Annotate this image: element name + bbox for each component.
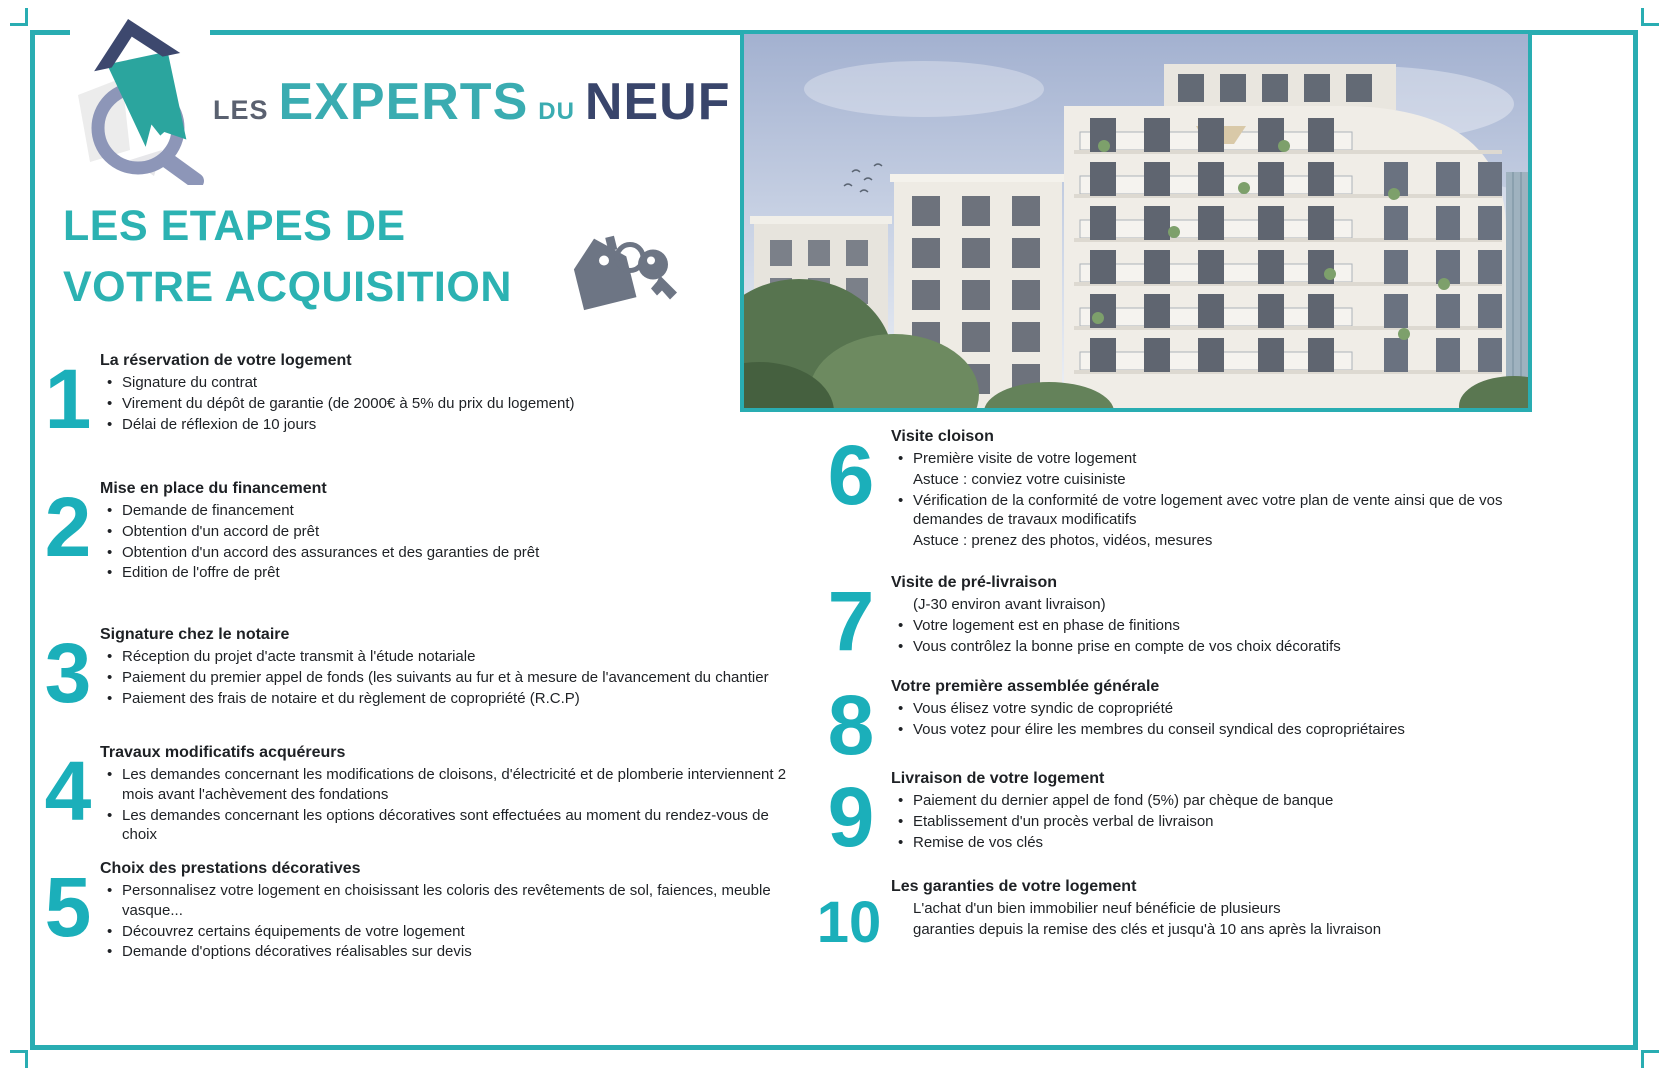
bullet-dot: • — [107, 522, 113, 540]
page-title-line1: LES ETAPES DE — [63, 202, 406, 250]
step-line-text: Vous élisez votre syndic de copropriété — [913, 700, 1174, 717]
step-number: 10 — [816, 890, 882, 955]
step-line-text: (J-30 environ avant livraison) — [913, 596, 1106, 613]
step-line — [891, 637, 1516, 657]
step-line-text: Vérification de la conformité de votre logement avec votre plan de vente ainsi que de vos demandes de travaux modificatifs — [913, 491, 1503, 529]
bullet-dot: • — [898, 637, 904, 655]
step-line-text: Obtention d'un accord des assurances et des garanties de prêt — [122, 543, 540, 561]
step-number: 1 — [44, 352, 92, 446]
step-line-text: Votre logement est en phase de finitions — [913, 616, 1180, 634]
step-title: Signature chez le notaire — [100, 626, 290, 643]
bullet-dot: • — [107, 806, 113, 824]
bullet-dot: • — [107, 882, 113, 899]
step-line-text: Etablissement d'un procès verbal de livraison — [913, 812, 1214, 830]
step-title: Mise en place du financement — [100, 480, 327, 497]
bullet-dot: • — [107, 564, 113, 582]
step-title: Choix des prestations décoratives — [100, 860, 361, 877]
step-line — [891, 595, 1516, 615]
step-line — [891, 491, 1516, 531]
bullet-dot: • — [898, 491, 904, 509]
step-title: Travaux modificatifs acquéreurs — [100, 744, 346, 761]
step-line-text: Paiement du premier appel de fonds (les suivants au fur et à mesure de l'avancement du chantier — [122, 668, 769, 686]
brand-middle: DU — [538, 98, 575, 125]
step-number: 3 — [44, 626, 92, 720]
step-line-text: Obtention d'un accord de prêt — [122, 522, 320, 540]
step-line-text: Réception du projet d'acte transmit à l'étude notariale — [122, 648, 476, 665]
bullet-dot: • — [898, 792, 904, 809]
bullet-spacer — [891, 920, 913, 940]
bullet-dot: • — [898, 720, 904, 738]
step-line — [891, 531, 1516, 551]
step-line — [891, 616, 1516, 636]
bullet-dot: • — [107, 668, 113, 686]
bullet-dot: • — [898, 833, 904, 851]
bullet-dot: • — [898, 812, 904, 830]
step-8 — [825, 678, 1516, 772]
step-7 — [825, 574, 1516, 668]
step-number: 9 — [827, 770, 875, 864]
step-line-text: Personnalisez votre logement en choisissant les coloris des revêtements de sol, faiences, meuble vasque... — [122, 882, 771, 919]
bullet-dot: • — [107, 502, 113, 519]
bullet-dot: • — [898, 700, 904, 717]
step-line-text: Virement du dépôt de garantie (de 2000€ à 5% du prix du logement) — [122, 394, 575, 412]
brand-word-experts: EXPERTS — [278, 73, 529, 131]
step-line — [891, 699, 1516, 719]
step-line — [891, 720, 1516, 740]
step-line-text: Signature du contrat — [122, 374, 258, 391]
bullet-dot: • — [107, 766, 113, 783]
step-title: Votre première assemblée générale — [891, 678, 1160, 695]
bullet-dot: • — [898, 616, 904, 634]
page-title-line2: VOTRE ACQUISITION — [63, 263, 512, 311]
bullet-spacer — [891, 899, 913, 919]
step-title: La réservation de votre logement — [100, 352, 352, 369]
step-9 — [825, 770, 1516, 864]
bullet-dot: • — [107, 415, 113, 433]
step-line-text: Demande d'options décoratives réalisables sur devis — [122, 943, 472, 961]
step-line-text: Astuce : conviez votre cuisiniste — [913, 470, 1126, 488]
bullet-dot: • — [107, 922, 113, 940]
step-number: 7 — [827, 574, 875, 668]
bullet-dot: • — [107, 943, 113, 961]
step-line-text: Première visite de votre logement — [913, 450, 1137, 467]
bullet-dot: • — [107, 394, 113, 412]
step-line-text: Edition de l'offre de prêt — [122, 564, 280, 582]
step-line-text: Remise de vos clés — [913, 833, 1044, 851]
step-10 — [816, 878, 1516, 955]
step-line-text: Vous contrôlez la bonne prise en compte de vos choix décoratifs — [913, 637, 1341, 655]
step-line-text: Paiement des frais de notaire et du règlement de copropriété (R.C.P) — [122, 689, 580, 707]
step-line — [891, 899, 1516, 919]
brand-word-neuf: NEUF — [584, 73, 731, 131]
step-line — [891, 920, 1516, 940]
step-number: 4 — [44, 744, 92, 838]
step-line-text: Les demandes concernant les modifications de cloisons, d'électricité et de plomberie interviennent 2 mois avant l'achèvement des fondations — [122, 766, 787, 803]
step-title: Livraison de votre logement — [891, 770, 1105, 787]
step-number: 6 — [827, 428, 875, 522]
step-line — [891, 833, 1516, 853]
step-line-text: garanties depuis la remise des clés et jusqu'à 10 ans après la livraison — [913, 920, 1382, 938]
step-title: Visite cloison — [891, 428, 994, 445]
step-line-text: Paiement du dernier appel de fond (5%) par chèque de banque — [913, 792, 1334, 809]
step-line — [891, 791, 1516, 811]
bullet-spacer — [891, 470, 913, 490]
step-line-text: Délai de réflexion de 10 jours — [122, 415, 317, 433]
brand-prefix: LES — [213, 95, 269, 125]
step-line-text: Astuce : prenez des photos, vidéos, mesures — [913, 532, 1213, 550]
step-line — [891, 449, 1516, 469]
step-line-text: Demande de financement — [122, 502, 294, 519]
step-6 — [825, 428, 1516, 552]
step-number: 8 — [827, 678, 875, 772]
step-line-text: Découvrez certains équipements de votre logement — [122, 922, 465, 940]
bullet-spacer — [891, 595, 913, 615]
bullet-dot: • — [107, 374, 113, 391]
step-line-text: Les demandes concernant les options décoratives sont effectuées au moment du rendez-vous de choix — [122, 806, 769, 844]
step-number: 5 — [44, 860, 92, 954]
step-line — [891, 812, 1516, 832]
step-line-text: L'achat d'un bien immobilier neuf bénéficie de plusieurs — [913, 900, 1281, 917]
step-title: Les garanties de votre logement — [891, 878, 1137, 895]
step-line-text: Vous votez pour élire les membres du conseil syndical des copropriétaires — [913, 720, 1405, 738]
bullet-dot: • — [107, 689, 113, 707]
step-number: 2 — [44, 480, 92, 574]
bullet-dot: • — [107, 543, 113, 561]
step-title: Visite de pré-livraison — [891, 574, 1057, 591]
bullet-dot: • — [107, 648, 113, 665]
bullet-spacer — [891, 531, 913, 551]
step-line — [891, 470, 1516, 490]
bullet-dot: • — [898, 450, 904, 467]
